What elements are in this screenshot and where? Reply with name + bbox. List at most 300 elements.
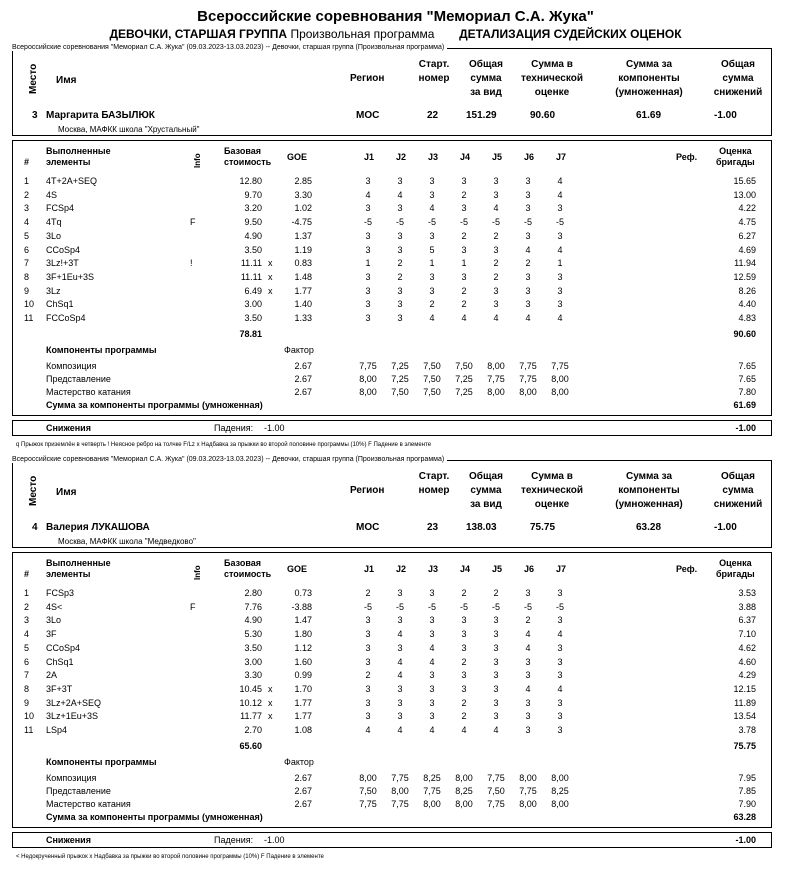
element-bonus-mark: x — [268, 683, 273, 694]
element-panel-score: 6.27 — [738, 230, 756, 241]
goe-label: GOE — [287, 564, 308, 574]
element-goe: 1.33 — [294, 313, 312, 323]
deductions-total: -1.00 — [735, 834, 756, 845]
element-judge-score: 3 — [397, 244, 403, 255]
element-judge-score: 3 — [493, 244, 499, 255]
component-panel-score: 7.65 — [738, 360, 756, 371]
element-number: 10 — [24, 711, 35, 722]
element-code: CCoSp4 — [46, 642, 81, 653]
element-judge-score: 4 — [557, 244, 563, 255]
component-judge-score: 7,50 — [359, 785, 377, 796]
element-judge-score: 3 — [429, 285, 435, 296]
element-number: 8 — [24, 683, 30, 694]
element-row — [12, 615, 772, 628]
component-name: Представление — [46, 785, 111, 796]
element-base: 11.11 — [240, 258, 262, 269]
element-goe: 1.37 — [294, 230, 312, 241]
element-judge-score: 2 — [493, 271, 499, 282]
element-judge-score: 3 — [429, 629, 435, 640]
element-base: 3.50 — [244, 642, 262, 653]
element-judge-score: 3 — [365, 656, 371, 667]
element-judge-score: 4 — [493, 313, 499, 323]
element-judge-score: 3 — [557, 697, 563, 708]
judge-label-j6: J6 — [524, 152, 535, 162]
element-judge-score: 3 — [493, 176, 499, 186]
element-number: 1 — [24, 176, 30, 186]
element-bonus-mark: x — [268, 285, 273, 296]
num-label: # — [24, 569, 30, 579]
element-row — [12, 684, 772, 697]
place-label: Место — [28, 63, 39, 94]
element-number: 5 — [24, 230, 30, 241]
base-label: Базовая стоимость — [224, 146, 272, 167]
element-totals-row — [12, 741, 772, 754]
element-code: 3Lz!+3T — [46, 258, 79, 269]
element-panel-score: 4.83 — [738, 313, 756, 323]
element-judge-score: 2 — [461, 711, 467, 722]
element-bonus-mark: x — [268, 697, 273, 708]
skater-tes: 90.60 — [530, 110, 556, 121]
element-number: 4 — [24, 629, 30, 640]
component-row — [12, 773, 772, 786]
element-number: 8 — [24, 271, 30, 282]
component-judge-score: 8,00 — [455, 798, 473, 809]
element-judge-score: 3 — [493, 299, 499, 310]
deductions-row — [12, 423, 772, 436]
element-goe: 1.80 — [294, 629, 312, 640]
component-judge-score: 8,00 — [519, 772, 537, 783]
element-info: F — [190, 601, 196, 612]
element-base: 2.70 — [244, 725, 262, 735]
element-row — [12, 299, 772, 312]
element-judge-score: 3 — [493, 629, 499, 640]
deductions-row — [12, 835, 772, 848]
component-judge-score: 7,25 — [391, 373, 409, 384]
skater-total: 138.03 — [466, 522, 497, 533]
element-judge-score: 3 — [557, 203, 563, 214]
pcs-total-label: Сумма за компоненты программы (умноженная) — [46, 811, 263, 822]
element-judge-score: 3 — [525, 271, 531, 282]
element-row — [12, 272, 772, 285]
element-judge-score: 4 — [365, 725, 371, 735]
element-judge-score: 4 — [461, 725, 467, 735]
base-total: 65.60 — [239, 740, 262, 751]
element-row — [12, 258, 772, 271]
component-judge-score: 7,50 — [391, 386, 409, 397]
element-row — [12, 190, 772, 203]
element-judge-score: 4 — [429, 642, 435, 653]
judge-label-j2: J2 — [396, 152, 407, 162]
element-base: 3.00 — [244, 656, 262, 667]
element-judge-score: 3 — [397, 642, 403, 653]
element-panel-score: 11.94 — [734, 258, 756, 269]
element-judge-score: 2 — [493, 230, 499, 241]
judge-label-j2: J2 — [396, 564, 407, 574]
pcs-total-row — [12, 400, 772, 413]
skater-block — [12, 456, 772, 860]
component-judge-score: 8,00 — [359, 386, 377, 397]
element-judge-score: 4 — [525, 642, 531, 653]
element-base: 11.11 — [240, 271, 262, 282]
element-base: 3.00 — [244, 299, 262, 310]
judge-label-j3: J3 — [428, 564, 439, 574]
component-judge-score: 8,00 — [391, 785, 409, 796]
component-judge-score: 7,75 — [519, 360, 537, 371]
element-judge-score: 3 — [365, 629, 371, 640]
element-code: FCCoSp4 — [46, 313, 86, 323]
element-judge-score: 2 — [461, 588, 467, 598]
element-judge-score: 3 — [557, 670, 563, 681]
element-judge-score: 3 — [397, 285, 403, 296]
element-base: 11.77 — [240, 711, 262, 722]
element-judge-score: 2 — [429, 299, 435, 310]
judge-label-j5: J5 — [492, 564, 503, 574]
element-judge-score: 2 — [525, 615, 531, 626]
pcs-label: Сумма за компоненты (умноженная) — [615, 59, 683, 98]
component-judge-score: 7,50 — [487, 785, 505, 796]
element-judge-score: -5 — [363, 601, 372, 612]
element-number: 11 — [24, 313, 34, 323]
deductions-label: Общая сумма снижений — [713, 59, 763, 98]
element-base: 10.45 — [239, 683, 262, 694]
element-judge-score: 3 — [493, 697, 499, 708]
element-judge-score: 3 — [365, 642, 371, 653]
element-number: 3 — [24, 615, 30, 626]
component-name: Представление — [46, 373, 111, 384]
panel-label: Оценка бригады — [716, 558, 755, 579]
component-name: Композиция — [46, 360, 97, 371]
element-judge-score: 3 — [557, 285, 563, 296]
element-base: 10.12 — [239, 697, 262, 708]
components-label: Компоненты программы — [46, 344, 157, 355]
element-judge-score: 3 — [365, 697, 371, 708]
num-label: # — [24, 157, 30, 167]
component-judge-score: 8,00 — [359, 772, 377, 783]
element-judge-score: 3 — [429, 670, 435, 681]
component-name: Мастерство катания — [46, 798, 131, 809]
element-judge-score: 2 — [461, 285, 467, 296]
element-panel-score: 4.62 — [738, 642, 756, 653]
base-label: Базовая стоимость — [224, 558, 272, 579]
element-base: 12.80 — [239, 176, 262, 186]
component-panel-score: 7.85 — [738, 785, 756, 796]
component-judge-score: 8,00 — [519, 798, 537, 809]
element-goe: 1.70 — [294, 683, 312, 694]
pcs-total-value: 61.69 — [733, 399, 756, 410]
element-number: 7 — [24, 258, 30, 269]
element-goe: 0.83 — [294, 258, 312, 269]
component-factor: 2.67 — [294, 386, 312, 397]
subtitle-program: Произвольная программа — [290, 27, 435, 41]
falls-label: Падения: — [214, 834, 254, 845]
component-judge-score: 7,50 — [455, 360, 473, 371]
element-goe: 3.30 — [294, 189, 312, 200]
element-code: 3Lz+1Eu+3S — [46, 711, 99, 722]
element-judge-score: -5 — [491, 217, 500, 228]
element-judge-score: 4 — [429, 313, 435, 323]
judge-label-j4: J4 — [460, 564, 471, 574]
element-judge-score: 3 — [397, 683, 403, 694]
judge-label-j7: J7 — [556, 152, 567, 162]
element-judge-score: 3 — [461, 683, 467, 694]
element-judge-score: 4 — [525, 683, 531, 694]
element-code: 4T+2A+SEQ — [46, 176, 98, 186]
element-judge-score: 3 — [557, 230, 563, 241]
element-judge-score: 2 — [461, 230, 467, 241]
judge-label-j1: J1 — [364, 564, 375, 574]
element-goe: -3.88 — [291, 601, 312, 612]
deductions-total: -1.00 — [735, 422, 756, 433]
falls-value: -1.00 — [264, 834, 285, 845]
element-judge-score: 3 — [525, 189, 531, 200]
element-code: 2A — [46, 670, 58, 681]
element-judge-score: -5 — [555, 217, 564, 228]
element-judge-score: 3 — [397, 203, 403, 214]
element-judge-score: 4 — [397, 656, 403, 667]
element-judge-score: 2 — [461, 697, 467, 708]
element-judge-score: 3 — [525, 711, 531, 722]
element-judge-score: -5 — [395, 217, 404, 228]
element-code: 3Lz+2A+SEQ — [46, 697, 102, 708]
element-number: 2 — [24, 189, 30, 200]
element-judge-score: -5 — [427, 601, 436, 612]
element-goe: 1.77 — [294, 711, 312, 722]
element-judge-score: 1 — [557, 258, 563, 269]
element-panel-score: 4.60 — [738, 656, 756, 667]
element-judge-score: 3 — [461, 615, 467, 626]
component-judge-score: 7,75 — [359, 360, 377, 371]
element-number: 1 — [24, 588, 30, 598]
element-judge-score: 3 — [365, 176, 371, 186]
component-factor: 2.67 — [294, 798, 312, 809]
component-factor: 2.67 — [294, 360, 312, 371]
element-number: 7 — [24, 670, 30, 681]
component-judge-score: 8,00 — [487, 360, 505, 371]
element-judge-score: 4 — [397, 670, 403, 681]
element-goe: 2.85 — [294, 176, 312, 186]
element-judge-score: 3 — [397, 230, 403, 241]
tes-total: 75.75 — [733, 740, 756, 751]
element-panel-score: 11.89 — [734, 697, 756, 708]
element-code: FCSp3 — [46, 588, 75, 598]
component-judge-score: 7,75 — [391, 772, 409, 783]
component-judge-score: 8,00 — [487, 386, 505, 397]
element-base: 7.76 — [244, 601, 262, 612]
goe-label: GOE — [287, 152, 308, 162]
skater-region: МОС — [356, 110, 380, 121]
element-judge-score: 3 — [429, 683, 435, 694]
element-judge-score: 3 — [525, 670, 531, 681]
element-panel-score: 12.59 — [733, 271, 756, 282]
element-number: 6 — [24, 656, 30, 667]
element-judge-score: 3 — [365, 615, 371, 626]
name-label: Имя — [56, 487, 77, 498]
component-panel-score: 7.90 — [738, 798, 756, 809]
element-judge-score: -5 — [555, 601, 564, 612]
event-caption: Всероссийские соревнования "Мемориал С.А. Жука" (09.03.2023-13.03.2023) -- Девочки, старшая группа (Произвольная программа) — [12, 456, 447, 463]
judge-label-j6: J6 — [524, 564, 535, 574]
element-judge-score: 3 — [557, 615, 563, 626]
element-judge-score: 3 — [525, 656, 531, 667]
skater-place: 4 — [32, 522, 38, 533]
element-judge-score: 3 — [493, 711, 499, 722]
judge-label-j4: J4 — [460, 152, 471, 162]
name-label: Имя — [56, 75, 77, 86]
element-row — [12, 217, 772, 230]
element-number: 5 — [24, 642, 30, 653]
element-goe: 1.19 — [294, 244, 312, 255]
element-judge-score: 3 — [493, 189, 499, 200]
skater-club: Москва, МАФКК школа "Медведково" — [58, 537, 196, 546]
deductions-row-label: Снижения — [46, 834, 91, 845]
skater-total: 151.29 — [466, 110, 497, 121]
element-judge-score: -5 — [523, 601, 532, 612]
element-row — [12, 629, 772, 642]
element-code: CCoSp4 — [46, 244, 81, 255]
element-goe: 1.40 — [294, 299, 312, 310]
element-panel-score: 4.22 — [738, 203, 756, 214]
element-number: 9 — [24, 285, 30, 296]
legend-note: < Недокрученный прыжок x Надбавка за прыжки во второй половине программы (10%) F Падение в элементе — [16, 853, 324, 860]
ref-label: Реф. — [676, 564, 698, 574]
element-totals-row — [12, 329, 772, 342]
element-code: 3Lz — [46, 285, 61, 296]
component-judge-score: 7,75 — [487, 798, 505, 809]
element-judge-score: 3 — [365, 711, 371, 722]
skater-place: 3 — [32, 110, 38, 121]
element-judge-score: 3 — [365, 230, 371, 241]
element-number: 4 — [24, 217, 30, 228]
judge-label-j5: J5 — [492, 152, 503, 162]
element-base: 3.50 — [244, 313, 262, 323]
component-judge-score: 8,25 — [423, 772, 441, 783]
skater-pcs: 63.28 — [636, 522, 662, 533]
element-code: FCSp4 — [46, 203, 75, 214]
element-judge-score: 3 — [397, 299, 403, 310]
element-judge-score: 2 — [525, 258, 531, 269]
element-judge-score: -5 — [459, 217, 468, 228]
component-judge-score: 7,25 — [455, 386, 473, 397]
page-title: Всероссийские соревнования "Мемориал С.А. Жука" — [197, 8, 594, 25]
element-number: 11 — [24, 725, 34, 735]
component-judge-score: 8,00 — [551, 798, 569, 809]
component-judge-score: 7,25 — [455, 373, 473, 384]
legend-note: q Прыжок приземлён в четверть ! Неясное ребро на толчке F/Lz x Надбавка за прыжки во второй половине программы (10%) F Падение в элементе — [16, 441, 432, 448]
element-code: 3F+3T — [46, 683, 73, 694]
component-judge-score: 8,00 — [551, 772, 569, 783]
judge-label-j3: J3 — [428, 152, 439, 162]
falls-label: Падения: — [214, 422, 254, 433]
element-code: ChSq1 — [46, 656, 74, 667]
element-judge-score: 3 — [557, 299, 563, 310]
element-row — [12, 711, 772, 724]
element-judge-score: 4 — [397, 629, 403, 640]
element-goe: 1.77 — [294, 285, 312, 296]
element-judge-score: 1 — [365, 258, 371, 269]
skater-region: МОС — [356, 522, 380, 533]
element-judge-score: 3 — [429, 189, 435, 200]
element-judge-score: 4 — [525, 244, 531, 255]
element-goe: 1.48 — [294, 271, 312, 282]
element-judge-score: 3 — [557, 588, 563, 598]
skater-deductions: -1.00 — [714, 522, 737, 533]
element-judge-score: 2 — [397, 258, 403, 269]
pcs-label: Сумма за компоненты (умноженная) — [615, 471, 683, 510]
element-number: 3 — [24, 203, 30, 214]
element-judge-score: 4 — [429, 725, 435, 735]
element-row — [12, 231, 772, 244]
element-row — [12, 313, 772, 326]
component-judge-score: 7,75 — [391, 798, 409, 809]
element-code: 3F+1Eu+3S — [46, 271, 95, 282]
element-judge-score: 1 — [461, 258, 467, 269]
element-judge-score: 3 — [397, 176, 403, 186]
component-panel-score: 7.80 — [738, 386, 756, 397]
element-judge-score: 3 — [397, 711, 403, 722]
element-judge-score: -5 — [523, 217, 532, 228]
element-bonus-mark: x — [268, 271, 273, 282]
element-base: 3.20 — [244, 203, 262, 214]
tes-label: Сумма в технической оценке — [520, 471, 583, 510]
info-label: Info — [193, 153, 202, 168]
components-label: Компоненты программы — [46, 756, 157, 767]
factor-label: Фактор — [284, 756, 314, 767]
element-base: 4.90 — [244, 230, 262, 241]
element-code: 4S — [46, 189, 58, 200]
skater-pcs: 61.69 — [636, 110, 662, 121]
skater-block — [12, 44, 772, 448]
element-row — [12, 588, 772, 601]
component-judge-score: 8,00 — [359, 373, 377, 384]
component-name: Композиция — [46, 772, 97, 783]
element-judge-score: 3 — [461, 670, 467, 681]
component-judge-score: 8,00 — [551, 386, 569, 397]
element-judge-score: 3 — [397, 697, 403, 708]
element-judge-score: 4 — [429, 656, 435, 667]
element-goe: 1.12 — [294, 642, 312, 653]
factor-label: Фактор — [284, 344, 314, 355]
element-base: 3.50 — [244, 244, 262, 255]
element-judge-score: 3 — [397, 313, 403, 323]
component-row — [12, 361, 772, 374]
element-base: 9.70 — [244, 189, 262, 200]
element-judge-score: 3 — [525, 588, 531, 598]
element-judge-score: 2 — [493, 588, 499, 598]
judge-label-j1: J1 — [364, 152, 375, 162]
element-panel-score: 13.54 — [733, 711, 756, 722]
component-judge-score: 8,00 — [423, 798, 441, 809]
component-judge-score: 7,25 — [391, 360, 409, 371]
element-judge-score: 3 — [525, 697, 531, 708]
element-panel-score: 4.69 — [738, 244, 756, 255]
element-judge-score: 4 — [525, 313, 531, 323]
element-judge-score: 3 — [493, 642, 499, 653]
component-judge-score: 7,50 — [423, 386, 441, 397]
element-goe: 1.77 — [294, 697, 312, 708]
element-base: 9.50 — [244, 217, 262, 228]
component-panel-score: 7.65 — [738, 373, 756, 384]
element-judge-score: 4 — [365, 189, 371, 200]
element-code: 3Lo — [46, 230, 62, 241]
skater-deductions: -1.00 — [714, 110, 737, 121]
element-judge-score: 3 — [397, 588, 403, 598]
component-judge-score: 7,50 — [423, 360, 441, 371]
element-judge-score: 3 — [397, 615, 403, 626]
element-judge-score: 3 — [493, 670, 499, 681]
element-judge-score: 2 — [365, 670, 371, 681]
element-panel-score: 12.15 — [733, 683, 756, 694]
element-judge-score: -5 — [395, 601, 404, 612]
